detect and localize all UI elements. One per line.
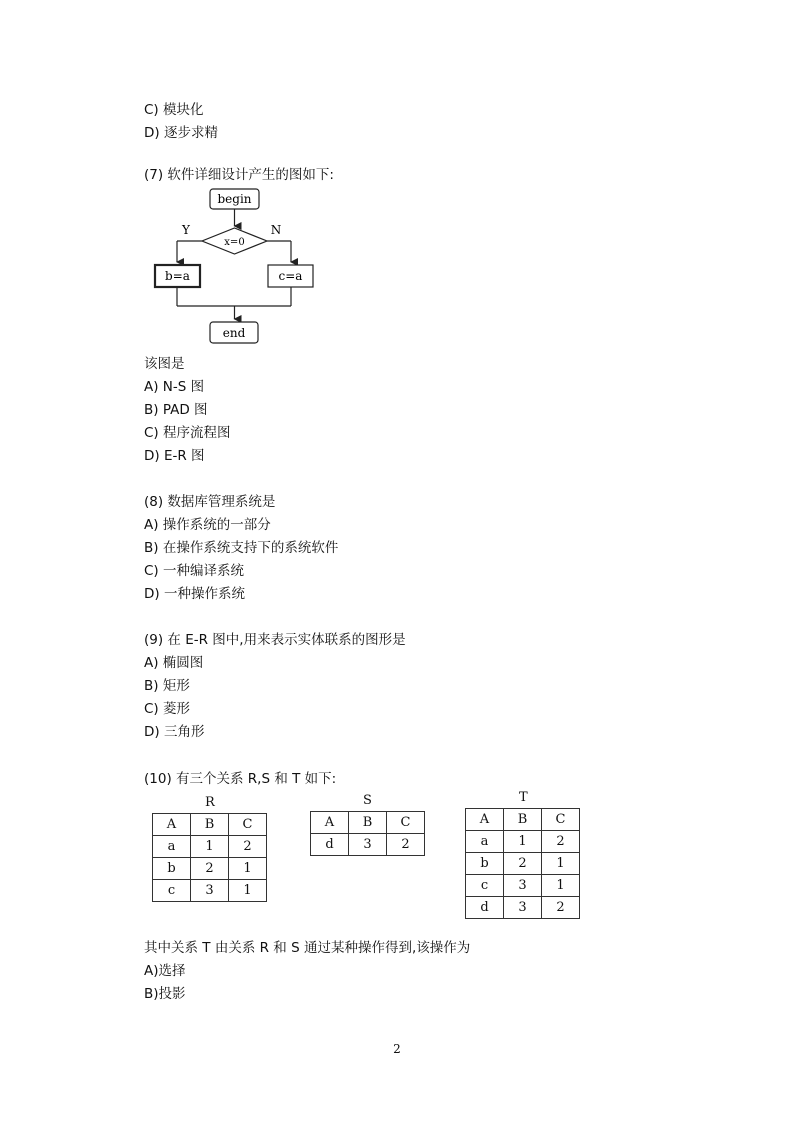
relation-header-cell: C: [387, 812, 425, 834]
flowchart-no-label: N: [270, 223, 282, 237]
question-8: (8) 数据库管理系统是: [144, 494, 276, 510]
option-c-modular: C) 模块化: [144, 102, 204, 118]
question-7-stem: 该图是: [144, 356, 185, 372]
relation-header-cell: A: [311, 812, 349, 834]
relation-header-cell: C: [542, 809, 580, 831]
relation-cell: b: [153, 858, 191, 880]
flowchart-begin-label: begin: [217, 192, 252, 206]
relation-cell: 2: [542, 831, 580, 853]
question-7-option-b: B) PAD 图: [144, 402, 208, 418]
relation-s-title: S: [363, 793, 372, 808]
question-10-option-b: B)投影: [144, 986, 186, 1002]
relation-R-row: [153, 858, 267, 880]
relation-S-header-row: [311, 812, 425, 834]
relation-T-header-row: [466, 809, 580, 831]
relation-cell: 2: [191, 858, 229, 880]
relation-R-row: [153, 880, 267, 902]
relation-header-cell: A: [153, 814, 191, 836]
question-10-option-a: A)选择: [144, 963, 186, 979]
question-7: (7) 软件详细设计产生的图如下:: [144, 167, 334, 183]
question-8-option-a: A) 操作系统的一部分: [144, 517, 271, 533]
relation-header-cell: B: [191, 814, 229, 836]
relation-cell: 1: [229, 858, 267, 880]
relation-header-cell: C: [229, 814, 267, 836]
question-8-option-d: D) 一种操作系统: [144, 586, 245, 602]
relation-r-table: [152, 813, 267, 902]
question-9-option-b: B) 矩形: [144, 678, 190, 694]
relation-cell: 2: [504, 853, 542, 875]
relation-cell: d: [311, 834, 349, 856]
relation-cell: 1: [542, 875, 580, 897]
flowchart-left-label: b=a: [165, 269, 190, 283]
relation-header-cell: A: [466, 809, 504, 831]
relation-cell: 1: [229, 880, 267, 902]
relation-T-row: [466, 853, 580, 875]
flowchart-right-label: c=a: [278, 269, 303, 283]
relation-cell: 1: [542, 853, 580, 875]
relation-T-row: [466, 831, 580, 853]
relation-S-row: [311, 834, 425, 856]
question-8-option-b: B) 在操作系统支持下的系统软件: [144, 540, 339, 556]
relation-cell: 2: [387, 834, 425, 856]
relation-cell: a: [466, 831, 504, 853]
relation-T-row: [466, 875, 580, 897]
relation-cell: c: [466, 875, 504, 897]
relation-t-table: [465, 808, 580, 919]
relation-cell: 3: [349, 834, 387, 856]
relation-t-title: T: [519, 790, 528, 805]
relation-cell: 3: [191, 880, 229, 902]
relation-cell: 2: [229, 836, 267, 858]
question-7-option-a: A) N-S 图: [144, 379, 205, 395]
relation-s-table: [310, 811, 425, 856]
relation-cell: b: [466, 853, 504, 875]
question-9-option-a: A) 椭圆图: [144, 655, 204, 671]
question-8-option-c: C) 一种编译系统: [144, 563, 244, 579]
relation-cell: 1: [191, 836, 229, 858]
relation-cell: 3: [504, 897, 542, 919]
question-7-option-d: D) E-R 图: [144, 448, 205, 464]
relation-cell: a: [153, 836, 191, 858]
question-10-stem: 其中关系 T 由关系 R 和 S 通过某种操作得到,该操作为: [144, 940, 471, 956]
question-9-option-d: D) 三角形: [144, 724, 205, 740]
flowchart-end-label: end: [222, 326, 246, 340]
relation-r-title: R: [205, 795, 215, 810]
relation-cell: c: [153, 880, 191, 902]
relation-cell: 2: [542, 897, 580, 919]
relation-R-header-row: [153, 814, 267, 836]
flowchart-yes-label: Y: [182, 223, 190, 237]
relation-cell: 1: [504, 831, 542, 853]
relation-cell: 3: [504, 875, 542, 897]
question-10: (10) 有三个关系 R,S 和 T 如下:: [144, 771, 337, 787]
relation-cell: d: [466, 897, 504, 919]
relation-T-row: [466, 897, 580, 919]
option-d-stepwise: D) 逐步求精: [144, 125, 218, 141]
question-9: (9) 在 E-R 图中,用来表示实体联系的图形是: [144, 632, 406, 648]
page-number: 2: [393, 1042, 401, 1056]
question-7-option-c: C) 程序流程图: [144, 425, 231, 441]
flowchart-condition-label: x=0: [224, 237, 245, 248]
question-9-option-c: C) 菱形: [144, 701, 190, 717]
relation-header-cell: B: [349, 812, 387, 834]
flowchart-diagram: [150, 186, 330, 346]
relation-header-cell: B: [504, 809, 542, 831]
relation-R-row: [153, 836, 267, 858]
